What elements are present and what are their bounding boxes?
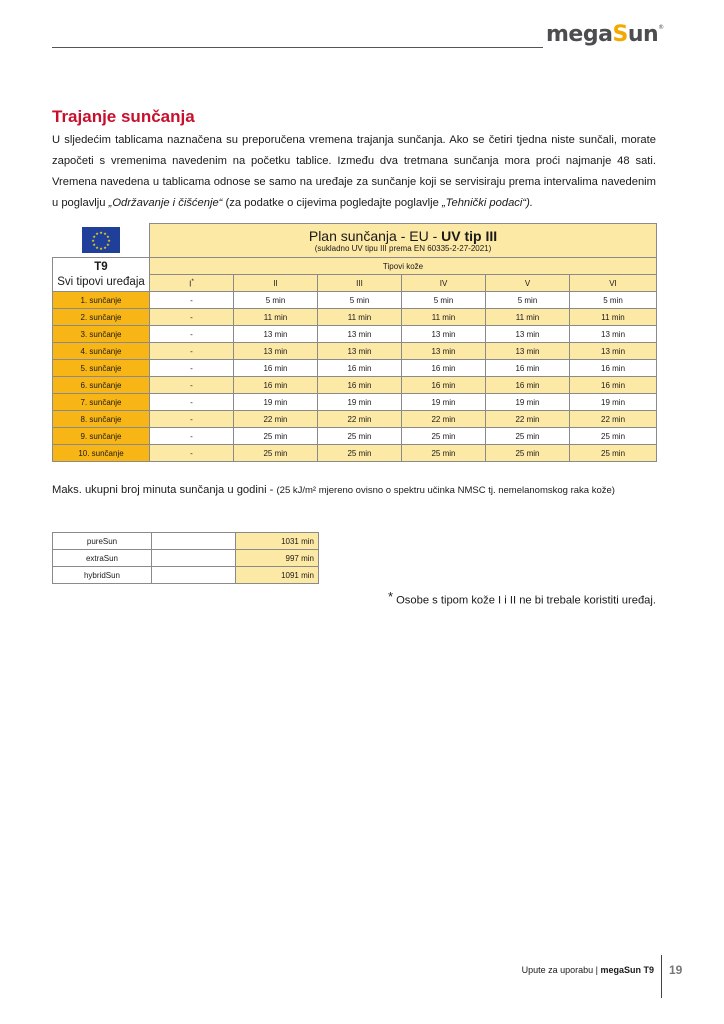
empty-cell — [152, 533, 236, 550]
session-label: 6. sunčanje — [53, 377, 150, 394]
duration-cell: - — [150, 309, 234, 326]
skin-type-4: IV — [402, 275, 486, 292]
duration-cell: 25 min — [234, 445, 318, 462]
footer-manual-label: Upute za uporabu | megaSun T9 — [521, 965, 654, 975]
duration-cell: 16 min — [402, 377, 486, 394]
table-row — [53, 309, 657, 326]
yearly-minutes: 1091 min — [236, 567, 319, 584]
page-number: 19 — [669, 963, 683, 977]
duration-cell: 25 min — [402, 445, 486, 462]
session-label: 10. sunčanje — [53, 445, 150, 462]
plan-subtitle: (sukladno UV tipu III prema EN 60335-2-27-2021) — [314, 243, 492, 253]
device-name: extraSun — [53, 550, 152, 567]
duration-cell: - — [150, 394, 234, 411]
duration-cell: 11 min — [570, 309, 657, 326]
duration-cell: 19 min — [402, 394, 486, 411]
duration-cell: 22 min — [318, 411, 402, 428]
table-row — [53, 360, 657, 377]
duration-cell: 16 min — [570, 360, 657, 377]
skin-type-1: I* — [150, 275, 234, 292]
duration-cell: 11 min — [234, 309, 318, 326]
skin-type-2: II — [234, 275, 318, 292]
duration-cell: 22 min — [234, 411, 318, 428]
table-row — [53, 343, 657, 360]
duration-cell: 16 min — [486, 360, 570, 377]
duration-cell: 25 min — [486, 428, 570, 445]
session-label: 3. sunčanje — [53, 326, 150, 343]
tanning-plan-table — [52, 223, 657, 462]
duration-cell: - — [150, 343, 234, 360]
duration-cell: - — [150, 411, 234, 428]
yearly-minutes: 997 min — [236, 550, 319, 567]
duration-cell: 25 min — [486, 445, 570, 462]
device-name: pureSun — [53, 533, 152, 550]
duration-cell: 19 min — [486, 394, 570, 411]
footnote: * Osobe s tipom kože I i II ne bi trebale koristiti uređaj. — [388, 589, 656, 607]
device-name: hybridSun — [53, 567, 152, 584]
flag-star-icon: ★ — [106, 233, 110, 239]
plan-caption — [150, 224, 657, 258]
flag-star-icon: ★ — [91, 237, 95, 243]
flag-star-icon: ★ — [103, 230, 107, 236]
table-row — [53, 428, 657, 445]
intro-paragraph: U sljedećim tablicama naznačena su preporučena vremena trajanja sunčanja. Ako se četiri tjedna niste sunčali, morate započeti s vremenima navedenim na početku tablice. Između dva tretmana sunčanja mora proći najmanje 48 sati. Vremena navedena u tablicama odnose se samo na uređaje za sunčanje koji se servisiraju prema intervalima navedenim u poglavlju „Održavanje i čišćenje“ (za podatke o cijevima pogledajte poglavlje „Tehnički podaci“). — [52, 134, 656, 209]
empty-cell — [152, 567, 236, 584]
megasun-logo: megaSun® — [546, 22, 664, 47]
duration-cell: - — [150, 445, 234, 462]
duration-cell: 25 min — [234, 428, 318, 445]
duration-cell: - — [150, 360, 234, 377]
eu-flag-icon — [82, 227, 120, 253]
session-label: 9. sunčanje — [53, 428, 150, 445]
duration-cell: 11 min — [402, 309, 486, 326]
session-label: 5. sunčanje — [53, 360, 150, 377]
duration-cell: 16 min — [318, 360, 402, 377]
table-row — [53, 377, 657, 394]
duration-cell: 16 min — [402, 360, 486, 377]
max-minutes-note: Maks. ukupni broj minuta sunčanja u godini - (25 kJ/m² mjereno ovisno o spektru učinka NMSC tj. nemelanomskog raka kože) — [52, 484, 615, 496]
duration-cell: 5 min — [486, 292, 570, 309]
duration-cell: 25 min — [570, 428, 657, 445]
yearly-minutes: 1031 min — [236, 533, 319, 550]
header-rule — [52, 47, 543, 48]
skin-type-5: V — [486, 275, 570, 292]
duration-cell: 13 min — [318, 343, 402, 360]
duration-cell: 19 min — [570, 394, 657, 411]
duration-cell: 25 min — [570, 445, 657, 462]
yearly-totals-table — [52, 532, 319, 584]
duration-cell: - — [150, 292, 234, 309]
duration-cell: 19 min — [318, 394, 402, 411]
flag-star-icon: ★ — [95, 244, 99, 250]
duration-cell: 16 min — [318, 377, 402, 394]
flag-star-icon: ★ — [107, 237, 111, 243]
table-row — [53, 567, 319, 584]
flag-star-icon: ★ — [92, 233, 96, 239]
session-label: 7. sunčanje — [53, 394, 150, 411]
duration-cell: 13 min — [234, 326, 318, 343]
table-row — [53, 533, 319, 550]
duration-cell: 13 min — [570, 326, 657, 343]
duration-cell: 13 min — [570, 343, 657, 360]
empty-cell — [152, 550, 236, 567]
duration-cell: 25 min — [318, 445, 402, 462]
flag-star-icon: ★ — [103, 244, 107, 250]
duration-cell: 5 min — [570, 292, 657, 309]
footer-separator — [661, 955, 662, 998]
duration-cell: 25 min — [318, 428, 402, 445]
flag-star-icon: ★ — [95, 230, 99, 236]
duration-cell: 22 min — [486, 411, 570, 428]
session-label: 1. sunčanje — [53, 292, 150, 309]
table-row — [53, 394, 657, 411]
plan-title: Plan sunčanja - EU - UV tip III — [308, 227, 498, 244]
table-row — [53, 326, 657, 343]
duration-cell: 13 min — [234, 343, 318, 360]
duration-cell: 16 min — [486, 377, 570, 394]
duration-cell: 13 min — [486, 326, 570, 343]
duration-cell: - — [150, 377, 234, 394]
table-row — [53, 411, 657, 428]
duration-cell: - — [150, 428, 234, 445]
session-label: 4. sunčanje — [53, 343, 150, 360]
table-row — [53, 445, 657, 462]
flag-star-icon: ★ — [106, 241, 110, 247]
table-row — [53, 292, 657, 309]
duration-cell: 5 min — [318, 292, 402, 309]
duration-cell: 11 min — [318, 309, 402, 326]
table-row — [53, 550, 319, 567]
flag-star-icon: ★ — [99, 245, 103, 251]
duration-cell: 16 min — [234, 360, 318, 377]
session-label: 8. sunčanje — [53, 411, 150, 428]
eu-flag-cell — [53, 224, 150, 258]
duration-cell: 22 min — [402, 411, 486, 428]
duration-cell: 13 min — [486, 343, 570, 360]
session-label: 2. sunčanje — [53, 309, 150, 326]
duration-cell: 13 min — [318, 326, 402, 343]
section-title: Trajanje sunčanja — [52, 107, 195, 126]
skin-type-6: VI — [570, 275, 657, 292]
duration-cell: 13 min — [402, 343, 486, 360]
duration-cell: 5 min — [402, 292, 486, 309]
duration-cell: - — [150, 326, 234, 343]
duration-cell: 11 min — [486, 309, 570, 326]
duration-cell: 25 min — [402, 428, 486, 445]
device-header: T9 Svi tipovi uređaja — [53, 258, 150, 292]
flag-star-icon: ★ — [92, 241, 96, 247]
duration-cell: 22 min — [570, 411, 657, 428]
skin-type-3: III — [318, 275, 402, 292]
flag-star-icon: ★ — [99, 229, 103, 235]
duration-cell: 16 min — [570, 377, 657, 394]
duration-cell: 13 min — [402, 326, 486, 343]
duration-cell: 16 min — [234, 377, 318, 394]
skin-types-header: Tipovi kože — [150, 258, 657, 275]
duration-cell: 19 min — [234, 394, 318, 411]
duration-cell: 5 min — [234, 292, 318, 309]
